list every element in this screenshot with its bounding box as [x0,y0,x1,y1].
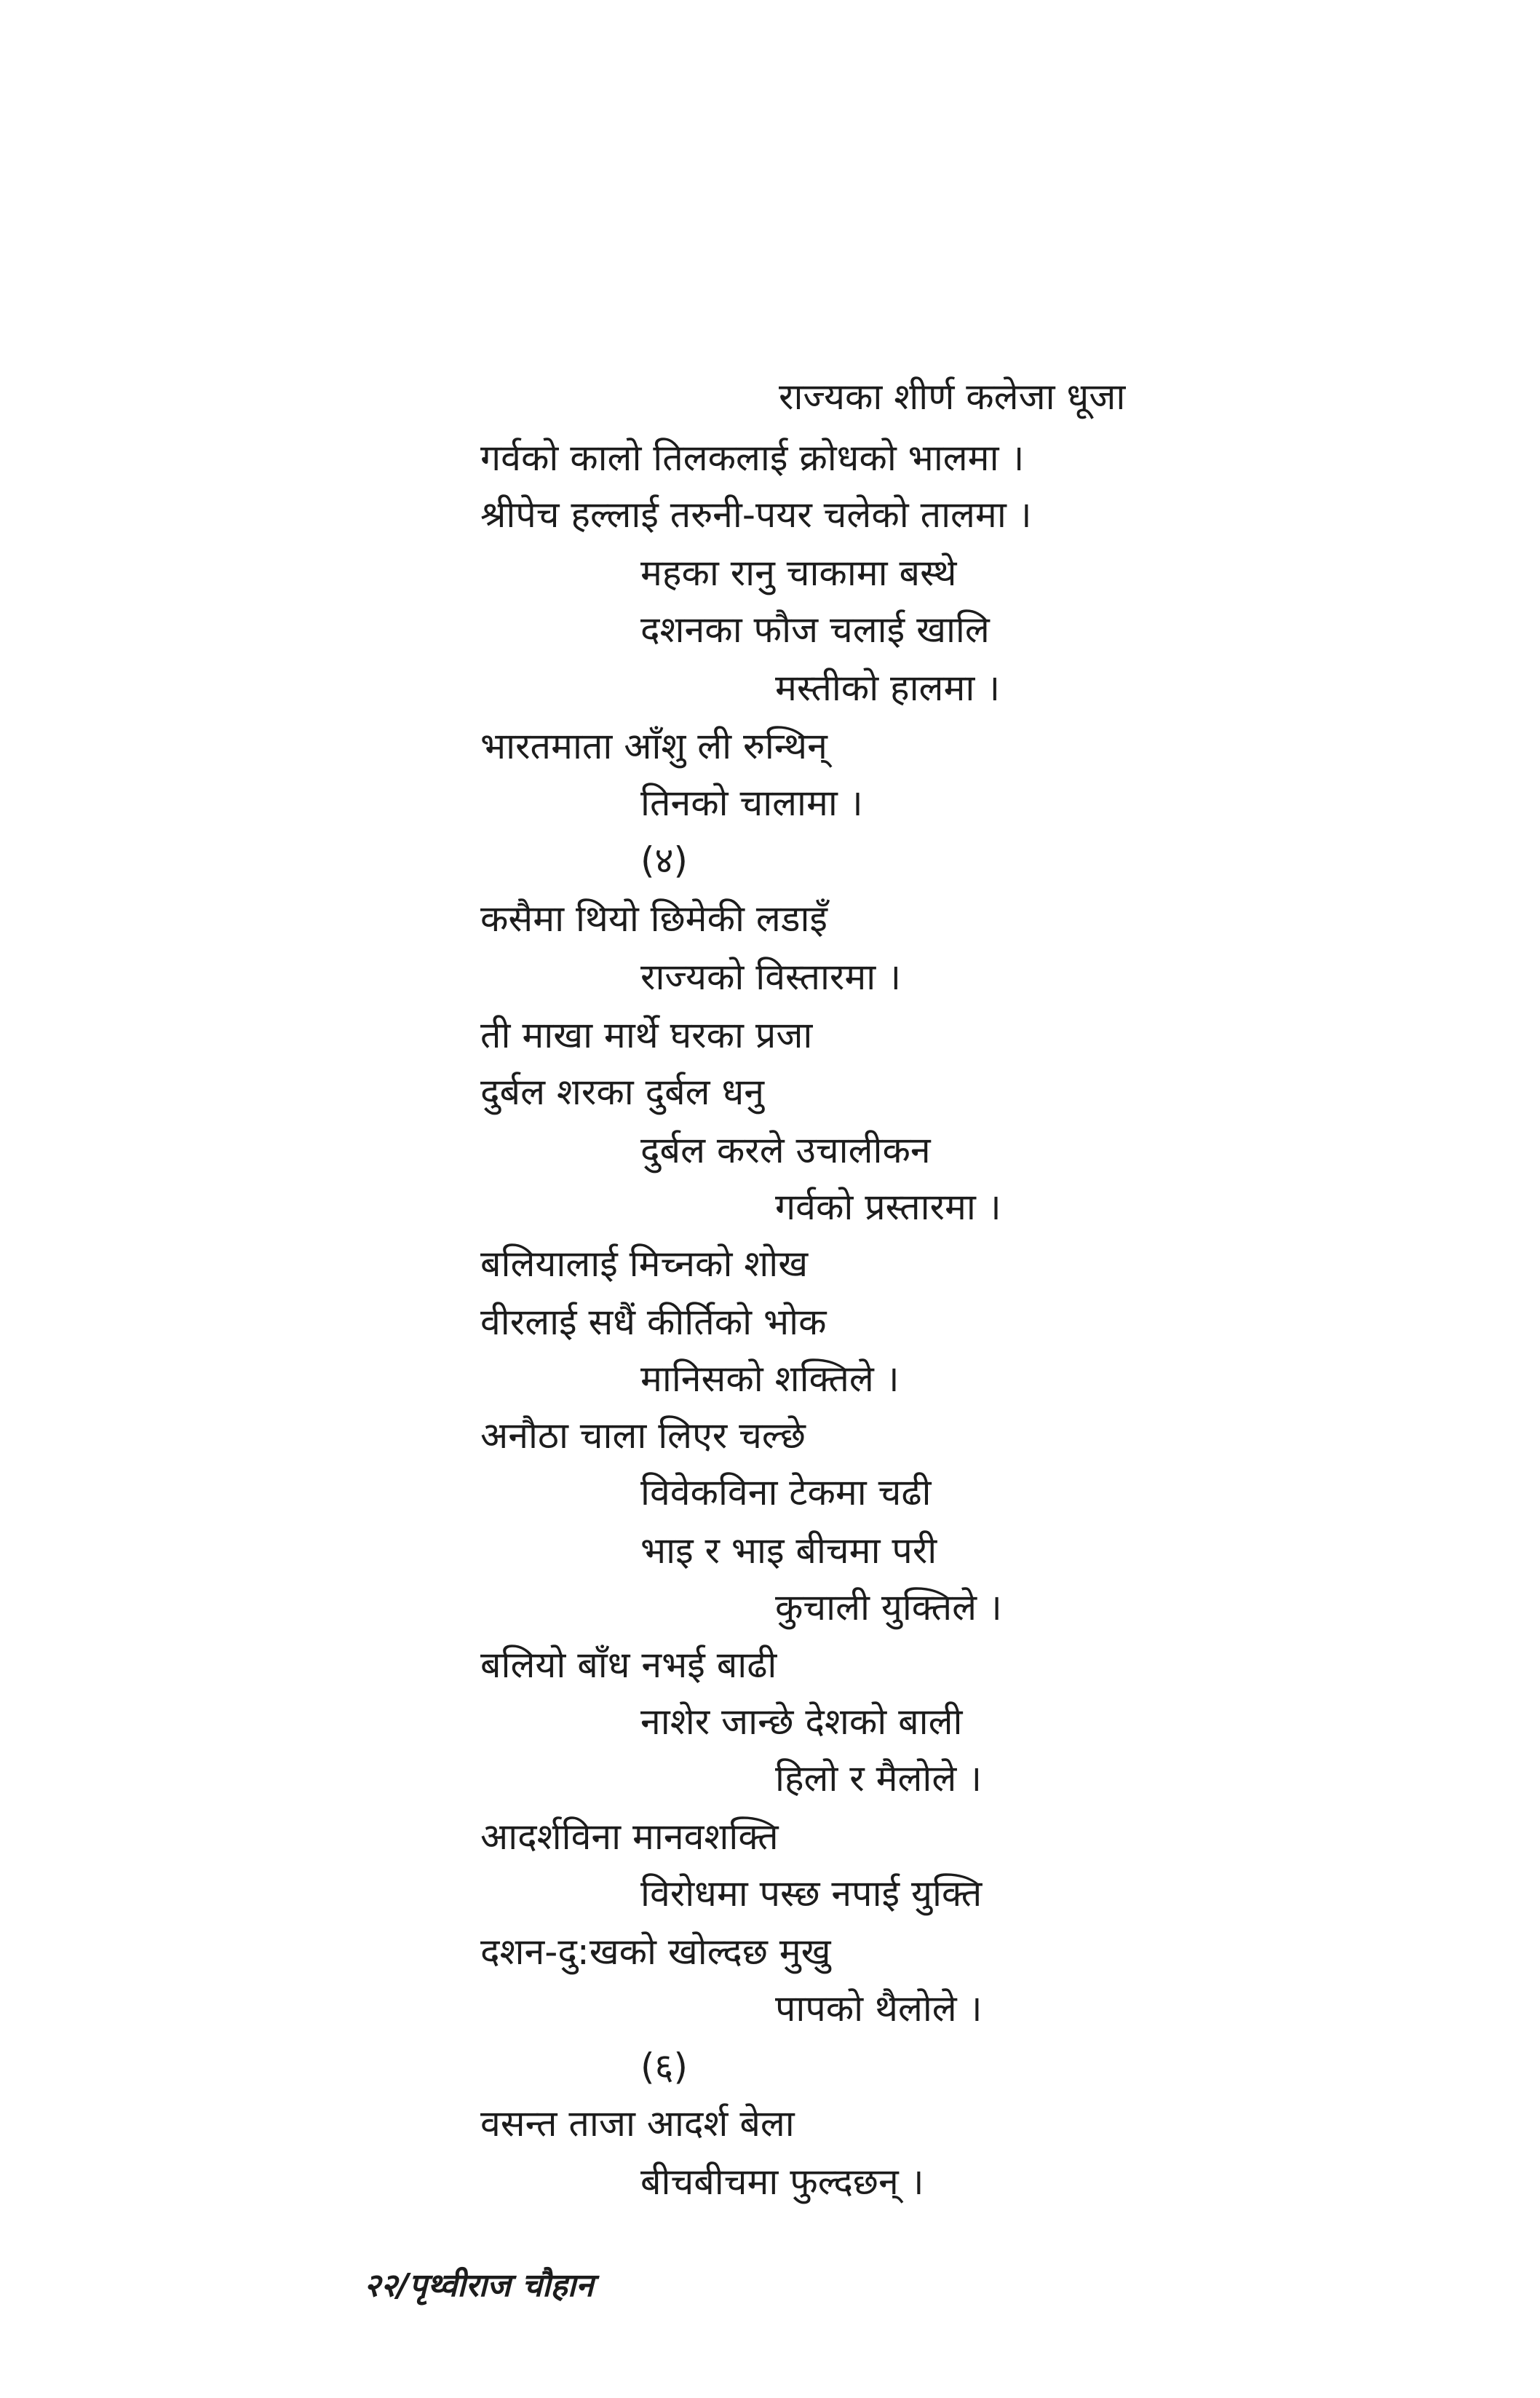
poem-line: ती माखा मार्थे घरका प्रजा [480,1014,813,1056]
page-footer: २२/पृथ्वीराज चौहान [364,2267,594,2304]
poem-line: हिलो र मैलोले । [775,1757,983,1800]
poem-line: मानिसको शक्तिले । [640,1358,900,1400]
poem-line: विवेकविना टेकमा चढी [640,1471,932,1513]
poem-line: अनौठा चाला लिएर चल्छे [480,1414,806,1457]
poem-line: गर्वको प्रस्तारमा । [775,1186,1001,1228]
poem-line: विरोधमा पस्छ नपाई युक्ति [640,1872,983,1915]
poem-line: आदर्शविना मानवशक्ति [480,1816,779,1858]
poem-line: दुर्बल करले उचालीकन [640,1129,931,1171]
poem-line: राज्यका शीर्ण कलेजा धूजा [779,376,1126,418]
poem-line: दुर्बल शरका दुर्बल धनु [480,1071,764,1113]
poem-line: नाशेर जान्छे देशको बाली [640,1701,963,1743]
poem-line: बीचबीचमा फुल्दछन् । [640,2161,924,2203]
poem-line: दशनका फौज चलाई खालि [640,609,990,651]
poem-line: कुचाली युक्तिले । [775,1586,1002,1629]
poem-line: वीरलाई सधैं कीर्तिको भोक [480,1301,827,1343]
poem-line: महका रानु चाकामा बस्थे [640,552,957,594]
poem-line: श्रीपेच हल्लाई तरुनी-पयर चलेको तालमा । [480,494,1032,536]
poem-line: पापको थैलोले । [775,1987,983,2030]
poem-line: कसैमा थियो छिमेकी लडाइँ [480,898,827,940]
poem-line: बलियो बाँध नभई बाढी [480,1644,777,1686]
poem-line: भारतमाता आँशु ली रुन्थिन् [480,725,827,767]
section-number: (६) [640,2046,688,2088]
poem-line: राज्यको विस्तारमा । [640,956,902,998]
poem-line: तिनको चालामा । [640,782,863,824]
poem-line: दशन-दु:खको खोल्दछ मुखु [480,1931,831,1973]
poem-line: गर्वको कालो तिलकलाई क्रोधको भालमा । [480,437,1025,479]
section-number: (४) [640,839,688,882]
poem-line: वसन्त ताजा आदर्श बेला [480,2102,795,2145]
poem-line: बलियालाई मिच्नको शोख [480,1243,809,1285]
poem-line: भाइ र भाइ बीचमा परी [640,1530,937,1572]
poem-line: मस्तीको हालमा । [775,667,1001,709]
